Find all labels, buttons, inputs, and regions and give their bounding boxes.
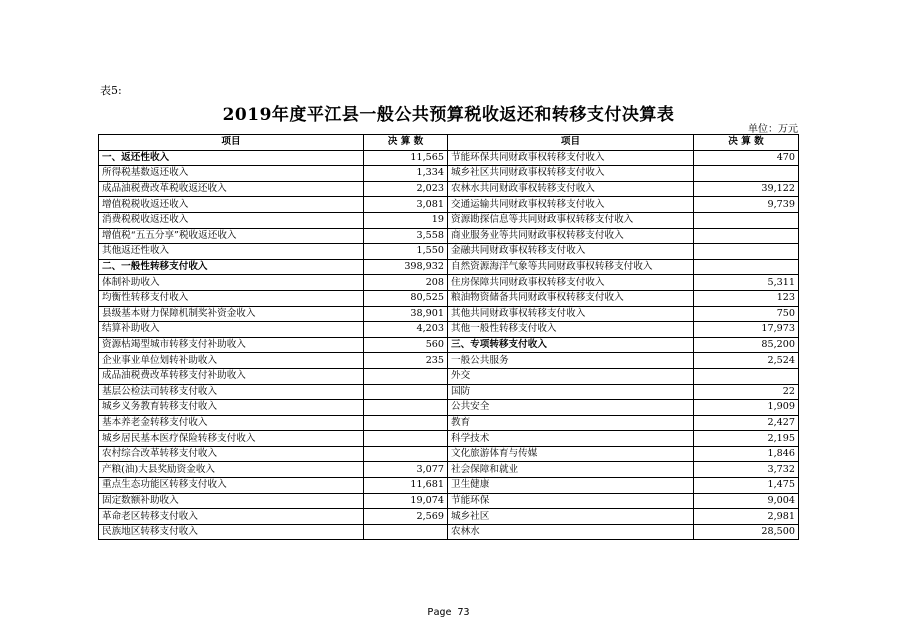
item-right: 自然资源海洋气象等共同财政事权转移支付收入	[448, 259, 694, 275]
item-left: 基层公检法司转移支付收入	[99, 384, 364, 400]
table-row	[99, 431, 799, 447]
amount-right: 2,981	[694, 509, 799, 525]
amount-right: 85,200	[694, 337, 799, 353]
amount-right: 22	[694, 384, 799, 400]
amount-right: 5,311	[694, 275, 799, 291]
table-header-row	[99, 135, 799, 151]
item-left: 企业事业单位划转补助收入	[99, 353, 364, 369]
item-left: 消费税税收返还收入	[99, 212, 364, 228]
section-item-right: 三、专项转移支付收入	[448, 337, 694, 353]
item-right: 粮油物资储备共同财政事权转移支付收入	[448, 290, 694, 306]
section-item-left: 一、返还性收入	[99, 150, 364, 166]
amount-right: 39,122	[694, 181, 799, 197]
amount-right	[694, 228, 799, 244]
amount-right	[694, 368, 799, 384]
amount-left: 3,558	[364, 228, 448, 244]
table-body	[99, 150, 799, 540]
fiscal-table	[98, 134, 799, 540]
item-left: 县级基本财力保障机制奖补资金收入	[99, 306, 364, 322]
amount-right: 3,732	[694, 462, 799, 478]
amount-right	[694, 166, 799, 182]
amount-left	[364, 431, 448, 447]
amount-right	[694, 244, 799, 260]
item-right: 资源勘探信息等共同财政事权转移支付收入	[448, 212, 694, 228]
amount-left: 4,203	[364, 322, 448, 338]
item-left: 产粮(油)大县奖励资金收入	[99, 462, 364, 478]
item-right: 农林水	[448, 524, 694, 540]
item-left: 结算补助收入	[99, 322, 364, 338]
item-left: 基本养老金转移支付收入	[99, 415, 364, 431]
amount-left: 235	[364, 353, 448, 369]
table-row	[99, 524, 799, 540]
item-right: 节能环保	[448, 493, 694, 509]
amount-right: 470	[694, 150, 799, 166]
amount-right	[694, 259, 799, 275]
amount-right: 1,909	[694, 400, 799, 416]
table-row	[99, 150, 799, 166]
table-row	[99, 446, 799, 462]
table-row	[99, 415, 799, 431]
amount-left	[364, 400, 448, 416]
item-left: 革命老区转移支付收入	[99, 509, 364, 525]
table-row	[99, 353, 799, 369]
amount-right: 1,475	[694, 478, 799, 494]
item-left: 增值税“五五分享”税收返还收入	[99, 228, 364, 244]
amount-right: 123	[694, 290, 799, 306]
item-right: 文化旅游体育与传媒	[448, 446, 694, 462]
item-left: 固定数额补助收入	[99, 493, 364, 509]
amount-left	[364, 415, 448, 431]
amount-left	[364, 384, 448, 400]
table-row	[99, 509, 799, 525]
table-row	[99, 337, 799, 353]
table-row	[99, 368, 799, 384]
item-right: 社会保障和就业	[448, 462, 694, 478]
item-right: 卫生健康	[448, 478, 694, 494]
table-row	[99, 181, 799, 197]
item-right: 公共安全	[448, 400, 694, 416]
header-item-left: 项目	[99, 135, 364, 151]
item-left: 民族地区转移支付收入	[99, 524, 364, 540]
item-left: 城乡义务教育转移支付收入	[99, 400, 364, 416]
amount-left: 3,077	[364, 462, 448, 478]
item-right: 一般公共服务	[448, 353, 694, 369]
table-row	[99, 306, 799, 322]
item-left: 成品油税费改革转移支付补助收入	[99, 368, 364, 384]
header-amount-right: 决 算 数	[694, 135, 799, 151]
table-row	[99, 400, 799, 416]
item-left: 均衡性转移支付收入	[99, 290, 364, 306]
item-right: 农林水共同财政事权转移支付收入	[448, 181, 694, 197]
item-right: 外交	[448, 368, 694, 384]
amount-left: 80,525	[364, 290, 448, 306]
amount-left	[364, 446, 448, 462]
item-right: 教育	[448, 415, 694, 431]
unit-label: 单位：万元	[748, 124, 798, 135]
item-right: 其他共同财政事权转移支付收入	[448, 306, 694, 322]
amount-right: 9,004	[694, 493, 799, 509]
table-row	[99, 384, 799, 400]
amount-left: 19,074	[364, 493, 448, 509]
table-row	[99, 290, 799, 306]
item-left: 重点生态功能区转移支付收入	[99, 478, 364, 494]
amount-left: 560	[364, 337, 448, 353]
table-row	[99, 166, 799, 182]
table-row	[99, 228, 799, 244]
table-row	[99, 275, 799, 291]
amount-left: 11,565	[364, 150, 448, 166]
amount-right: 2,427	[694, 415, 799, 431]
table-row	[99, 244, 799, 260]
item-right: 城乡社区共同财政事权转移支付收入	[448, 166, 694, 182]
item-left: 其他返还性收入	[99, 244, 364, 260]
amount-left: 398,932	[364, 259, 448, 275]
item-left: 成品油税费改革税收返还收入	[99, 181, 364, 197]
amount-left: 2,023	[364, 181, 448, 197]
amount-right: 750	[694, 306, 799, 322]
item-left: 体制补助收入	[99, 275, 364, 291]
table-number-label: 表5:	[100, 84, 122, 97]
amount-left: 1,550	[364, 244, 448, 260]
page-number: Page 73	[427, 607, 470, 618]
amount-right: 9,739	[694, 197, 799, 213]
item-right: 国防	[448, 384, 694, 400]
amount-left	[364, 368, 448, 384]
item-right: 科学技术	[448, 431, 694, 447]
amount-right	[694, 212, 799, 228]
section-item-left: 二、一般性转移支付收入	[99, 259, 364, 275]
table-row	[99, 212, 799, 228]
amount-left: 1,334	[364, 166, 448, 182]
item-right: 交通运输共同财政事权转移支付收入	[448, 197, 694, 213]
amount-left: 208	[364, 275, 448, 291]
item-left: 所得税基数返还收入	[99, 166, 364, 182]
table-row	[99, 259, 799, 275]
item-right: 城乡社区	[448, 509, 694, 525]
item-right: 其他一般性转移支付收入	[448, 322, 694, 338]
amount-left: 38,901	[364, 306, 448, 322]
amount-left: 3,081	[364, 197, 448, 213]
item-left: 增值税税收返还收入	[99, 197, 364, 213]
amount-right: 2,524	[694, 353, 799, 369]
amount-left	[364, 524, 448, 540]
table-row	[99, 322, 799, 338]
header-item-right: 项目	[448, 135, 694, 151]
amount-left: 2,569	[364, 509, 448, 525]
table-row	[99, 478, 799, 494]
header-amount-left: 决 算 数	[364, 135, 448, 151]
table-row	[99, 197, 799, 213]
item-right: 商业服务业等共同财政事权转移支付收入	[448, 228, 694, 244]
item-right: 金融共同财政事权转移支付收入	[448, 244, 694, 260]
item-right: 住房保障共同财政事权转移支付收入	[448, 275, 694, 291]
amount-right: 17,973	[694, 322, 799, 338]
item-left: 城乡居民基本医疗保险转移支付收入	[99, 431, 364, 447]
amount-right: 28,500	[694, 524, 799, 540]
table-row	[99, 462, 799, 478]
table-row	[99, 493, 799, 509]
amount-right: 1,846	[694, 446, 799, 462]
amount-left: 19	[364, 212, 448, 228]
item-left: 农村综合改革转移支付收入	[99, 446, 364, 462]
amount-right: 2,195	[694, 431, 799, 447]
amount-left: 11,681	[364, 478, 448, 494]
document-title: 2019年度平江县一般公共预算税收返还和转移支付决算表	[222, 105, 675, 125]
item-right: 节能环保共同财政事权转移支付收入	[448, 150, 694, 166]
item-left: 资源枯竭型城市转移支付补助收入	[99, 337, 364, 353]
